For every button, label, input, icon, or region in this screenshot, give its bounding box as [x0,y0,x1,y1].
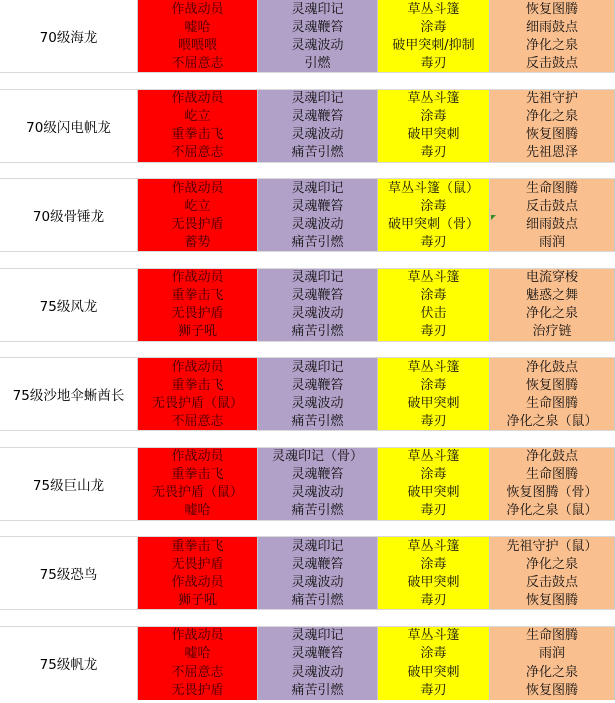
skill-column-col2 [258,90,378,162]
skill-cell[interactable]: 雨润 [538,646,565,662]
row-name-cell[interactable]: 70级海龙 [0,0,138,72]
skill-cell[interactable]: 生命图腾 [525,180,578,196]
skill-cell[interactable]: 无畏护盾 [171,306,224,321]
skill-column-col3 [378,358,490,430]
skill-cell[interactable]: 痛苦引燃 [291,503,344,518]
skill-cell[interactable]: 生命图腾 [525,467,578,482]
skill-cell[interactable]: 恢复图腾 [525,1,578,17]
row-name-cell[interactable]: 70级闪电帆龙 [0,90,138,162]
skill-column-col2 [258,627,378,700]
skill-cell[interactable]: 涂毒 [420,377,447,393]
skill-cell[interactable]: 不屈意志 [171,55,224,71]
skill-cell[interactable]: 草丛斗篷 [407,359,460,375]
skill-cell[interactable]: 灵魂波动 [291,574,344,590]
row-name-cell[interactable]: 70级骨锤龙 [0,179,138,251]
skill-cell[interactable]: 毒刃 [420,234,447,250]
skill-cell[interactable]: 灵魂印记 [291,270,344,285]
skill-cell[interactable]: 反击鼓点 [525,574,578,590]
skill-cell[interactable]: 草丛斗篷 [407,628,460,644]
skill-column-col3 [378,448,490,520]
skill-cell[interactable]: 灵魂鞭笞 [291,198,344,214]
skill-cell[interactable]: 涂毒 [420,288,447,303]
skill-cell[interactable]: 生命图腾 [525,395,578,411]
skill-cell[interactable]: 引燃 [304,55,331,71]
skill-cell[interactable]: 电流穿梭 [525,270,578,285]
skill-column-col1 [138,537,258,609]
skill-cell[interactable]: 灵魂印记 [291,91,344,106]
skill-column-col1 [138,358,258,430]
skill-cell[interactable]: 灵魂鞭笞 [291,646,344,662]
skill-cell[interactable]: 先祖恩泽 [525,145,578,160]
row-name-cell[interactable]: 75级风龙 [0,269,138,341]
skill-column-col4 [490,627,615,700]
skill-column-col4 [490,358,615,430]
skill-cell[interactable]: 无畏护盾 [171,556,224,572]
skill-cell[interactable]: 破甲突刺 [407,127,460,142]
skill-cell[interactable]: 破甲突刺 [407,664,460,680]
skill-cell[interactable]: 灵魂印记 [291,180,344,196]
skill-cell[interactable]: 灵魂波动 [291,216,344,232]
skill-cell[interactable]: 作战动员 [171,628,224,644]
skill-cell[interactable]: 恢复图腾 [525,592,578,608]
skill-cell[interactable]: 蓄势 [184,234,211,250]
empty-row[interactable] [0,609,615,627]
skill-cell[interactable]: 灵魂波动 [291,395,344,411]
skill-column-col3 [378,0,490,72]
skill-cell[interactable]: 灵魂波动 [291,127,344,142]
skill-cell[interactable]: 重拳击飞 [171,288,224,303]
skill-column-col2 [258,448,378,520]
skill-cell[interactable]: 净化鼓点 [525,359,578,375]
skill-cell[interactable]: 重拳击飞 [171,377,224,393]
skill-cell[interactable]: 恢复图腾 [525,682,578,698]
skill-cell[interactable]: 恢复图腾 [525,377,578,393]
row-name-cell[interactable]: 75级恐鸟 [0,537,138,609]
empty-row[interactable] [0,341,615,359]
skill-cell[interactable]: 涂毒 [420,19,447,35]
skill-cell[interactable]: 痛苦引燃 [291,592,344,608]
skill-cell[interactable]: 无畏护盾 [171,216,224,232]
skill-cell[interactable]: 痛苦引燃 [291,234,344,250]
skill-cell[interactable]: 涂毒 [420,109,447,124]
row-name-cell[interactable]: 75级帆龙 [0,627,138,700]
skill-cell[interactable]: 灵魂波动 [291,485,344,500]
empty-row[interactable] [0,72,615,90]
skill-column-col1 [138,269,258,341]
skill-cell[interactable]: 净化鼓点 [525,449,578,464]
skill-cell[interactable]: 狮子吼 [177,592,217,608]
skill-column-col1 [138,179,258,251]
skill-cell[interactable]: 净化之泉 [525,37,578,53]
skill-cell[interactable]: 净化之泉（鼠） [506,503,598,518]
skill-column-col4 [490,179,615,251]
skill-column-col1 [138,0,258,72]
skill-cell[interactable]: 破甲突刺 [407,574,460,590]
empty-row[interactable] [0,162,615,180]
skill-column-col2 [258,358,378,430]
skill-cell[interactable]: 草丛斗篷 [407,1,460,17]
skill-cell[interactable]: 灵魂印记 [291,359,344,375]
table-row [0,448,615,520]
skill-column-col2 [258,269,378,341]
skill-cell[interactable]: 净化之泉 [525,306,578,321]
skill-cell[interactable]: 灵魂波动 [291,664,344,680]
empty-row[interactable] [0,430,615,448]
table-row [0,0,615,72]
skill-column-col2 [258,537,378,609]
skill-column-col3 [378,537,490,609]
skill-column-col1 [138,627,258,700]
skill-cell[interactable]: 痛苦引燃 [291,413,344,429]
skill-column-col4 [490,269,615,341]
skill-cell[interactable]: 草丛斗篷 [407,270,460,285]
skill-cell[interactable]: 反击鼓点 [525,198,578,214]
skill-cell[interactable]: 恢复图腾（骨） [506,485,598,500]
empty-row[interactable] [0,520,615,538]
skill-cell[interactable]: 灵魂鞭笞 [291,467,344,482]
skill-cell[interactable]: 草丛斗篷 [407,538,460,554]
skill-cell[interactable]: 先祖守护 [525,91,578,106]
skill-cell[interactable]: 痛苦引燃 [291,145,344,160]
skill-cell[interactable]: 灵魂印记 [291,628,344,644]
skill-cell[interactable]: 毒刃 [420,413,447,429]
row-name-cell[interactable]: 75级沙地伞蜥酋长 [0,358,138,430]
skill-cell[interactable]: 无畏护盾（鼠） [151,395,243,411]
skill-cell[interactable]: 细雨鼓点 [525,216,578,232]
skill-cell[interactable]: 灵魂鞭笞 [291,556,344,572]
skill-cell[interactable]: 灵魂鞭笞 [291,377,344,393]
skill-cell[interactable]: 草丛斗篷（鼠） [387,180,479,196]
skill-cell[interactable]: 灵魂鞭笞 [291,19,344,35]
skill-cell[interactable]: 破甲突刺（骨） [387,216,479,232]
skill-cell[interactable]: 治疗链 [532,324,572,339]
table-row [0,358,615,430]
row-name-cell[interactable]: 75级巨山龙 [0,448,138,520]
skill-column-col1 [138,448,258,520]
skill-cell[interactable]: 不屈意志 [171,664,224,680]
skill-cell[interactable]: 嘘哈 [184,503,211,518]
skill-cell[interactable]: 灵魂印记 [291,538,344,554]
skill-cell[interactable]: 净化之泉 [525,109,578,124]
skill-cell[interactable]: 作战动员 [171,91,224,106]
skill-cell[interactable]: 痛苦引燃 [291,682,344,698]
skill-cell[interactable]: 涂毒 [420,198,447,214]
skill-cell[interactable]: 喂喂喂 [177,37,217,53]
skill-cell[interactable]: 净化之泉 [525,556,578,572]
skill-cell[interactable]: 灵魂印记（骨） [271,449,363,464]
skill-cell[interactable]: 作战动员 [171,449,224,464]
skill-cell[interactable]: 嘘哈 [184,646,211,662]
skill-cell[interactable]: 净化之泉 [525,664,578,680]
skill-column-col4 [490,0,615,72]
skill-cell[interactable]: 屹立 [184,109,211,124]
cell-comment-flag-icon [491,215,496,220]
skill-cell[interactable]: 涂毒 [420,646,447,662]
skill-cell[interactable]: 涂毒 [420,467,447,482]
skill-cell[interactable]: 魅惑之舞 [525,288,578,303]
table-row [0,537,615,609]
skill-cell[interactable]: 重拳击飞 [171,467,224,482]
skill-cell[interactable]: 灵魂鞭笞 [291,109,344,124]
table-row [0,627,615,700]
skill-column-col3 [378,269,490,341]
skill-cell[interactable]: 反击鼓点 [525,55,578,71]
skill-cell[interactable]: 先祖守护（鼠） [506,538,598,554]
skill-cell[interactable]: 毒刃 [420,55,447,71]
skill-cell[interactable]: 作战动员 [171,1,224,17]
skill-column-col3 [378,627,490,700]
skill-cell[interactable]: 屹立 [184,198,211,214]
skill-cell[interactable]: 重拳击飞 [171,127,224,142]
skill-cell[interactable]: 重拳击飞 [171,538,224,554]
skill-cell[interactable]: 灵魂波动 [291,37,344,53]
empty-row[interactable] [0,251,615,269]
skill-column-col4 [490,90,615,162]
skill-cell[interactable]: 草丛斗篷 [407,449,460,464]
skill-cell[interactable]: 作战动员 [171,574,224,590]
skill-column-col3 [378,179,490,251]
skill-column-col3 [378,90,490,162]
skill-cell[interactable]: 不屈意志 [171,145,224,160]
skill-cell[interactable]: 作战动员 [171,270,224,285]
skill-cell[interactable]: 草丛斗篷 [407,91,460,106]
skill-column-col1 [138,90,258,162]
skill-cell[interactable]: 无畏护盾 [171,682,224,698]
skill-cell[interactable]: 毒刃 [420,682,447,698]
table-row [0,90,615,162]
skill-cell[interactable]: 作战动员 [171,180,224,196]
skill-column-col2 [258,0,378,72]
skill-cell[interactable]: 雨润 [538,234,565,250]
skill-cell[interactable]: 作战动员 [171,359,224,375]
table-row [0,269,615,341]
skill-cell[interactable]: 生命图腾 [525,628,578,644]
skill-cell[interactable]: 破甲突刺/抑制 [392,37,475,53]
skill-cell[interactable]: 痛苦引燃 [291,324,344,339]
table-row [0,179,615,251]
skill-cell[interactable]: 毒刃 [420,503,447,518]
skill-cell[interactable]: 毒刃 [420,145,447,160]
skill-cell[interactable]: 毒刃 [420,324,447,339]
skill-cell[interactable]: 涂毒 [420,556,447,572]
skill-cell[interactable]: 破甲突刺 [407,485,460,500]
skill-cell[interactable]: 破甲突刺 [407,395,460,411]
skill-cell[interactable]: 不屈意志 [171,413,224,429]
skill-cell[interactable]: 嘘哈 [184,19,211,35]
skill-column-col4 [490,448,615,520]
skill-cell[interactable]: 净化之泉（鼠） [506,413,598,429]
skill-cell[interactable]: 灵魂波动 [291,306,344,321]
skill-cell[interactable]: 灵魂印记 [291,1,344,17]
skill-cell[interactable]: 细雨鼓点 [525,19,578,35]
skill-column-col4 [490,537,615,609]
skill-cell[interactable]: 伏击 [420,306,447,321]
skill-column-col2 [258,179,378,251]
skill-cell[interactable]: 恢复图腾 [525,127,578,142]
skill-cell[interactable]: 毒刃 [420,592,447,608]
skill-cell[interactable]: 无畏护盾（鼠） [151,485,243,500]
skill-cell[interactable]: 狮子吼 [177,324,217,339]
skill-cell[interactable]: 灵魂鞭笞 [291,288,344,303]
